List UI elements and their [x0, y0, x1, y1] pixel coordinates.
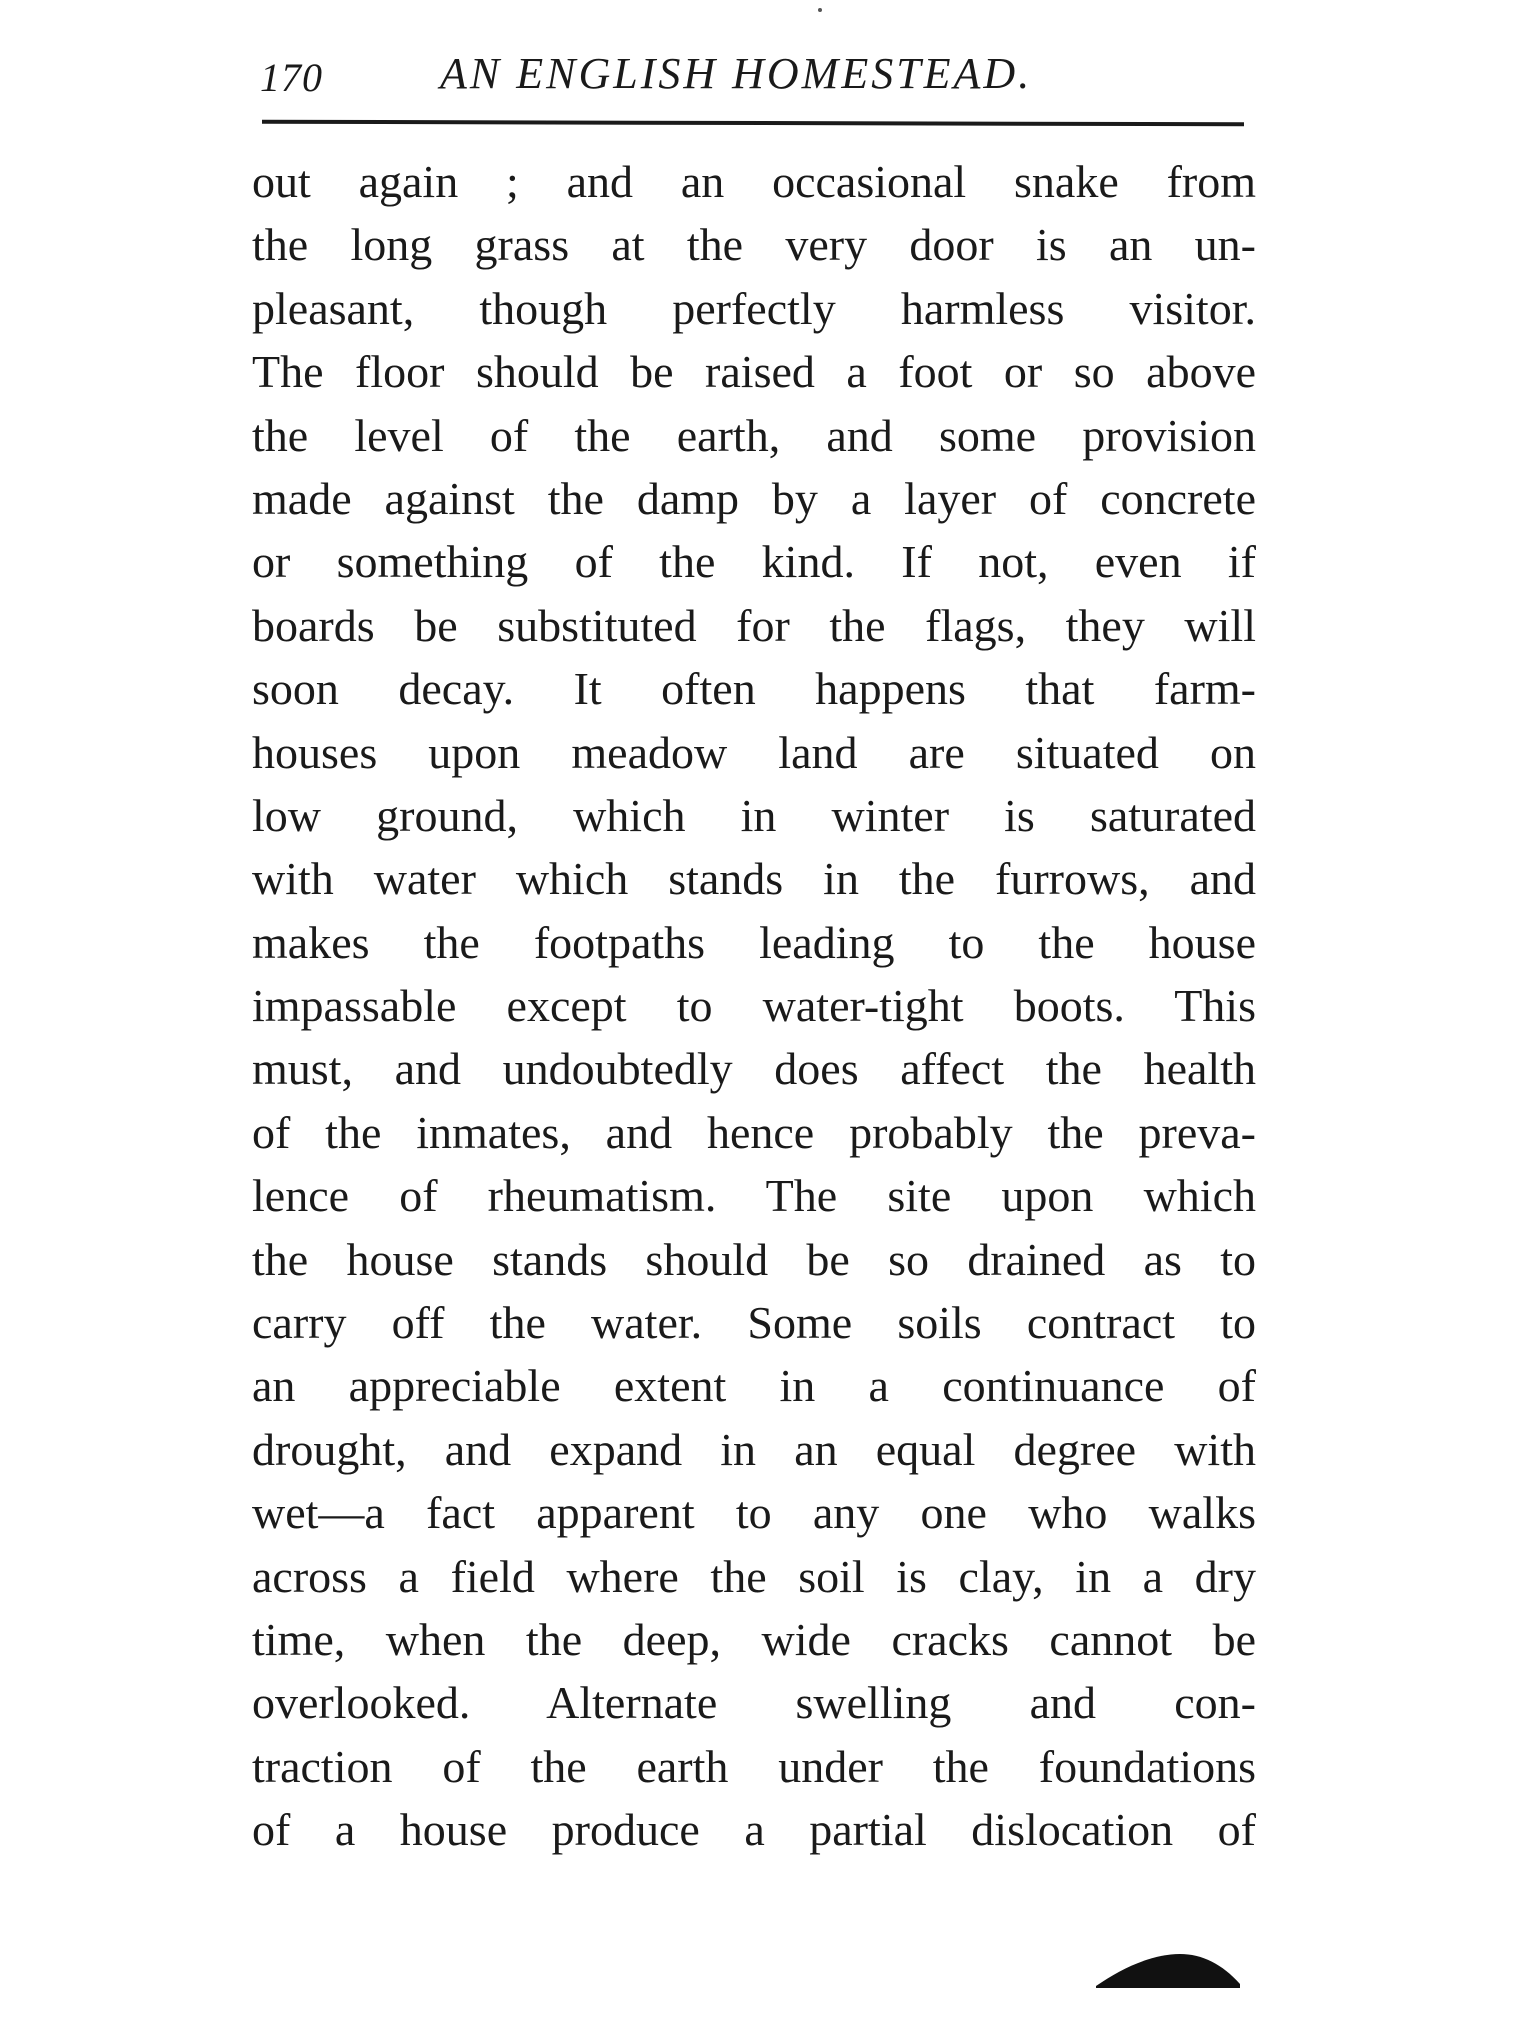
text-line: carry off the water. Some soils contract to — [252, 1297, 1256, 1349]
text-line: lence of rheumatism. The site upon which — [252, 1170, 1256, 1222]
text-line: time, when the deep, wide cracks cannot be — [252, 1613, 1256, 1665]
text-line: overlooked. Alternate swelling and con- — [252, 1677, 1256, 1729]
text-line: across a field where the soil is clay, in a dry — [252, 1550, 1256, 1602]
text-line: low ground, which in winter is saturated — [252, 789, 1256, 841]
running-title: AN ENGLISH HOMESTEAD. — [440, 49, 1033, 98]
text-line: with water which stands in the furrows, and — [252, 853, 1256, 905]
body-text — [252, 150, 1256, 1862]
ink-speck — [818, 8, 822, 12]
text-line: must, and undoubtedly does affect the health — [252, 1043, 1256, 1095]
text-line: houses upon meadow land are situated on — [252, 726, 1256, 778]
text-line: out again ; and an occasional snake from — [252, 156, 1256, 207]
ink-blot — [1092, 1950, 1242, 1990]
text-line: made against the damp by a layer of concrete — [252, 472, 1256, 524]
text-line: boards be substituted for the flags, they will — [252, 599, 1256, 651]
text-line: drought, and expand in an equal degree with — [252, 1423, 1256, 1475]
text-line: the level of the earth, and some provision — [252, 409, 1256, 461]
text-line: makes the footpaths leading to the house — [252, 916, 1256, 968]
text-line: soon decay. It often happens that farm- — [252, 663, 1256, 715]
text-line: the house stands should be so drained as to — [252, 1233, 1256, 1285]
text-line: an appreciable extent in a continuance of — [252, 1360, 1256, 1412]
page-number: 170 — [260, 55, 323, 100]
text-line: wet—a fact apparent to any one who walks — [252, 1487, 1256, 1539]
text-line: of the inmates, and hence probably the preva- — [252, 1106, 1256, 1158]
text-line: of a house produce a partial dislocation of — [252, 1804, 1256, 1856]
text-line: The floor should be raised a foot or so above — [252, 346, 1256, 398]
text-line: pleasant, though perfectly harmless visitor. — [252, 282, 1256, 334]
header-rule — [262, 120, 1244, 127]
text-line: impassable except to water-tight boots. This — [252, 980, 1256, 1032]
text-line: traction of the earth under the foundations — [252, 1740, 1256, 1792]
text-line: the long grass at the very door is an un- — [252, 219, 1256, 271]
page-header — [250, 38, 1250, 108]
text-line: or something of the kind. If not, even if — [252, 536, 1256, 588]
